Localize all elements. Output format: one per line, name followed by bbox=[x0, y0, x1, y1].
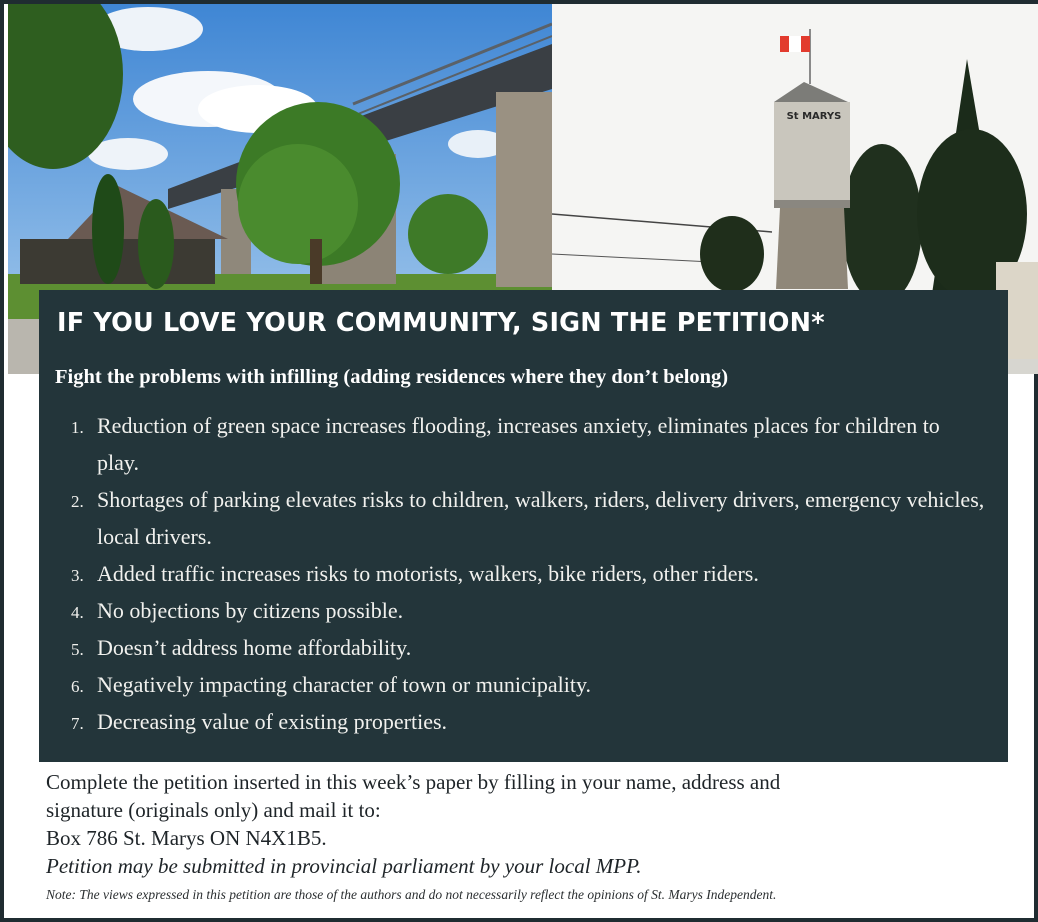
list-item bbox=[67, 703, 987, 740]
list-item bbox=[67, 481, 987, 555]
instructions-line-2: signature (originals only) and mail it to: bbox=[46, 798, 381, 822]
list-item bbox=[67, 666, 987, 703]
footer bbox=[46, 768, 1006, 904]
list-item-text: Shortages of parking elevates risks to children, walkers, riders, delivery drivers, emergency vehicles, local drivers. bbox=[97, 487, 985, 549]
petition-panel bbox=[39, 290, 1008, 762]
list-item bbox=[67, 407, 987, 481]
list-item-text: Doesn’t address home affordability. bbox=[97, 635, 412, 660]
problems-list bbox=[67, 407, 987, 740]
mailing-address: Box 786 St. Marys ON N4X1B5. bbox=[46, 826, 327, 850]
list-item bbox=[67, 555, 987, 592]
disclaimer: Note: The views expressed in this petition are those of the authors and do not necessarily reflect the opinions of St. Marys Independent. bbox=[46, 887, 777, 902]
list-item-number: 4. bbox=[71, 603, 84, 622]
instructions-line-1: Complete the petition inserted in this week’s paper by filling in your name, address and bbox=[46, 770, 781, 794]
list-item-number: 2. bbox=[71, 492, 84, 511]
list-item-number: 5. bbox=[71, 640, 84, 659]
list-item-number: 3. bbox=[71, 566, 84, 585]
list-item-number: 7. bbox=[71, 714, 84, 733]
list-item-text: Added traffic increases risks to motorists, walkers, bike riders, other riders. bbox=[97, 561, 759, 586]
list-item-text: Decreasing value of existing properties. bbox=[97, 709, 448, 734]
list-item bbox=[67, 592, 987, 629]
list-item-text: No objections by citizens possible. bbox=[97, 598, 404, 623]
list-item bbox=[67, 629, 987, 666]
list-item-text: Negatively impacting character of town or municipality. bbox=[97, 672, 592, 697]
list-item-text: Reduction of green space increases flooding, increases anxiety, eliminates places for children to play. bbox=[97, 413, 940, 475]
subheading: Fight the problems with infilling (adding residences where they don’t belong) bbox=[55, 366, 729, 388]
tower-lettering: St MARYS bbox=[786, 111, 842, 122]
headline: IF YOU LOVE YOUR COMMUNITY, SIGN THE PETITION* bbox=[57, 308, 825, 338]
list-item-number: 1. bbox=[71, 418, 84, 437]
list-item-number: 6. bbox=[71, 677, 84, 696]
parliament-note: Petition may be submitted in provincial parliament by your local MPP. bbox=[46, 854, 642, 878]
